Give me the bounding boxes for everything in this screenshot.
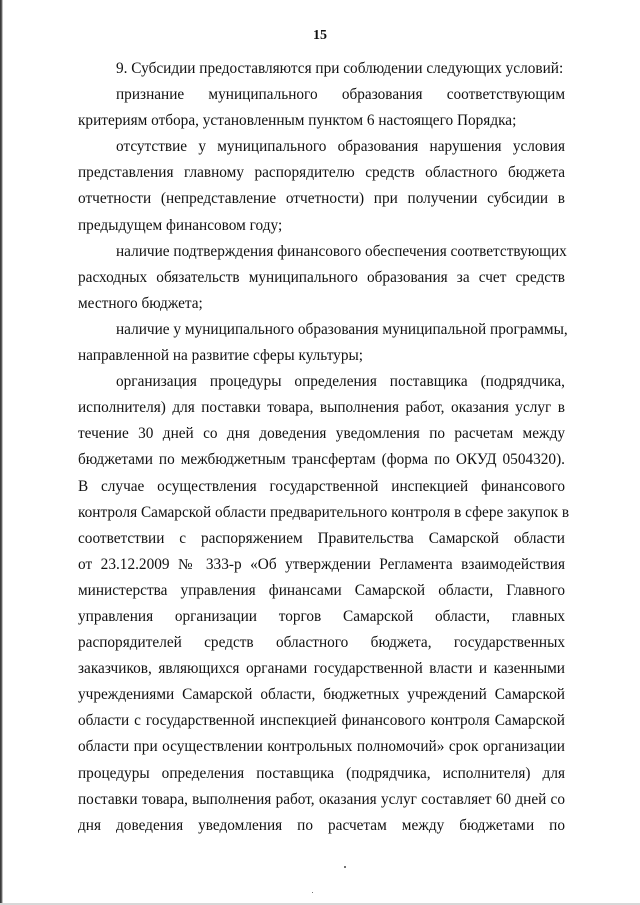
text-line: течение 30 дней со дня доведения уведомления по расчетам между	[78, 425, 565, 443]
text-line: предыдущем финансовом году;	[78, 216, 283, 234]
text-line: министерства управления финансами Самарской области, Главного	[78, 581, 565, 599]
text-line: области при осуществлении контрольных полномочий» срок организации	[78, 738, 565, 756]
scan-left-edge	[0, 0, 3, 905]
text-line: наличие у муниципального образования муниципальной программы,	[116, 320, 568, 338]
text-line: признание муниципального образования соответствующим	[116, 86, 565, 104]
document-body	[78, 56, 570, 839]
text-line: заказчиков, являющихся органами государственной власти и казенными	[78, 660, 565, 678]
text-line: отсутствие у муниципального образования нарушения условия	[116, 138, 565, 156]
text-line: организация процедуры определения поставщика (подрядчика,	[116, 373, 565, 391]
text-line: наличие подтверждения финансового обеспечения соответствующих	[116, 242, 567, 260]
text-line: от 23.12.2009 № 333-р «Об утверждении Регламента взаимодействия	[78, 555, 565, 573]
text-line: соответствии с распоряжением Правительства Самарской области	[78, 529, 565, 547]
text-line: представления главному распорядителю средств областного бюджета	[78, 164, 565, 182]
text-line: учреждениями Самарской области, бюджетных учреждений Самарской	[78, 686, 565, 704]
text-line: управления организации торгов Самарской области, главных	[78, 607, 565, 625]
text-line: поставки товара, выполнения работ, оказания услуг составляет 60 дней со	[78, 790, 565, 808]
scan-speck	[344, 866, 346, 868]
text-line: бюджетами по межбюджетным трансфертам (форма по ОКУД 0504320).	[78, 451, 565, 469]
text-line: дня доведения уведомления по расчетам между бюджетами по	[78, 816, 565, 834]
text-line: распорядителей средств областного бюджета, государственных	[78, 634, 565, 652]
text-line: расходных обязательств муниципального образования за счет средств	[78, 268, 565, 286]
text-line: процедуры определения поставщика (подрядчика, исполнителя) для	[78, 764, 565, 782]
text-line: В случае осуществления государственной инспекцией финансового	[78, 477, 565, 495]
text-line: исполнителя) для поставки товара, выполнения работ, оказания услуг в	[78, 399, 565, 417]
text-line: направленной на развитие сферы культуры;	[78, 347, 364, 365]
text-line: отчетности (непредставление отчетности) при получении субсидии в	[78, 190, 565, 208]
text-line: критериям отбора, установленным пунктом 6 настоящего Порядка;	[78, 112, 517, 130]
text-line: местного бюджета;	[78, 294, 203, 312]
text-line: контроля Самарской области предварительного контроля в сфере закупок в	[78, 503, 570, 521]
text-line: области с государственной инспекцией финансового контроля Самарской	[78, 712, 565, 730]
text-line: 9. Субсидии предоставляются при соблюдении следующих условий:	[116, 60, 564, 77]
page-number: 15	[313, 28, 327, 43]
scan-speck	[312, 892, 313, 893]
